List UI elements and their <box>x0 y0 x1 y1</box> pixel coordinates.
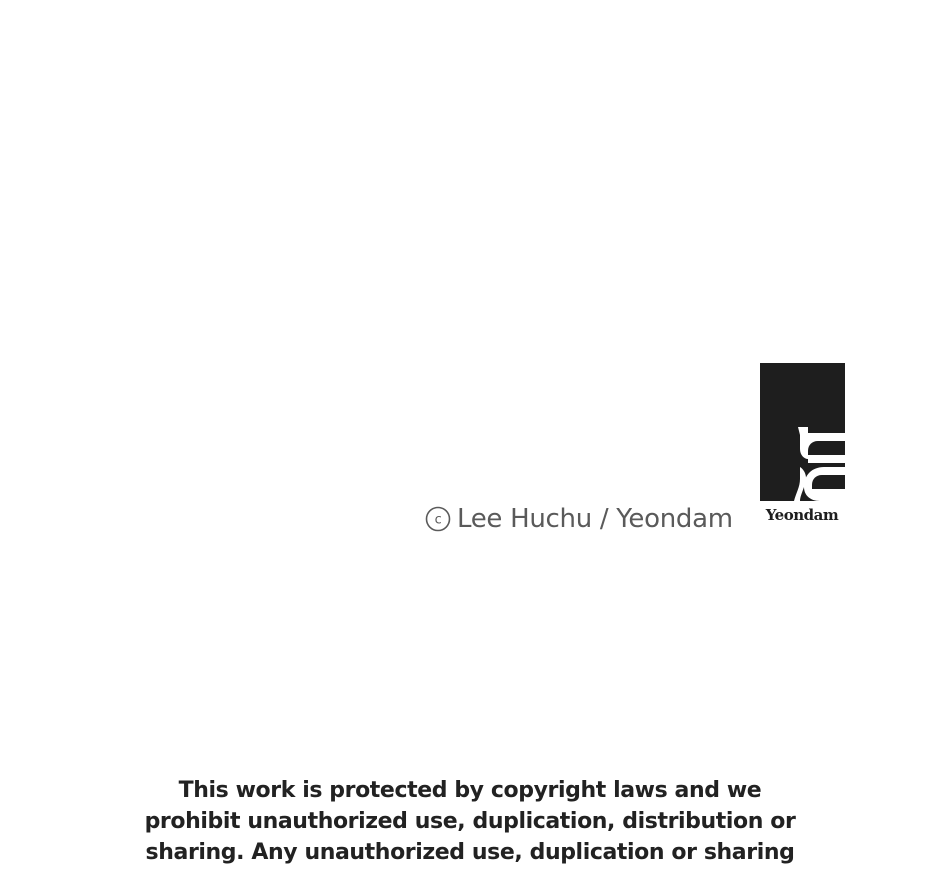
copyright-notice <box>140 775 800 868</box>
copyright-icon <box>425 506 451 532</box>
svg-text:c: c <box>434 512 442 528</box>
copyright-credit <box>425 502 733 536</box>
notice-line: sharing. Any unauthorized use, duplication or sharing <box>145 840 795 865</box>
notice-line: This work is protected by copyright laws and we <box>178 778 762 803</box>
publisher-logo-mark <box>760 363 845 501</box>
copyright-credit-text: Lee Huchu / Yeondam <box>457 504 733 534</box>
publisher-logo-wordmark: Yeondam <box>765 506 839 524</box>
notice-line: prohibit unauthorized use, duplication, distribution or <box>144 809 796 834</box>
publisher-logo <box>760 363 846 529</box>
